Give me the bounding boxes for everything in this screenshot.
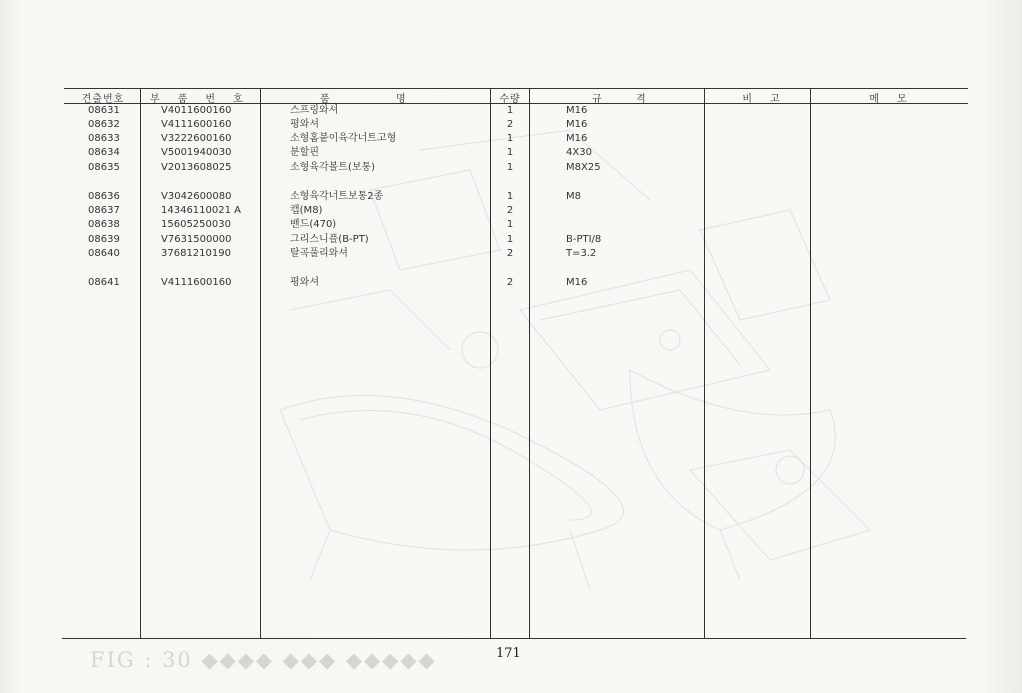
table-row (0, 247, 1022, 261)
quantity-cell: 1 (506, 147, 514, 158)
header-remarks: 비고 (742, 94, 798, 105)
quantity-cell: 1 (506, 105, 514, 116)
table-row (0, 218, 1022, 232)
spec-cell: M16 (566, 133, 588, 144)
spec-cell: T=3.2 (566, 248, 597, 259)
part-no-cell: 15605250030 (161, 219, 231, 230)
header-spec-2: 격 (636, 94, 647, 105)
table-row (0, 190, 1022, 204)
index-no-cell: 08631 (88, 105, 120, 116)
quantity-cell: 1 (506, 191, 514, 202)
index-no-cell: 08634 (88, 147, 120, 158)
part-name-cell: 소형홈붙이육각너트고형 (290, 133, 397, 144)
table-row (0, 146, 1022, 160)
part-no-cell: V4111600160 (161, 277, 232, 288)
part-name-cell: 분할핀 (290, 147, 319, 158)
part-no-cell: 14346110021 A (161, 205, 242, 216)
quantity-cell: 1 (506, 219, 514, 230)
quantity-cell: 1 (506, 162, 514, 173)
header-part-name-1: 품 (320, 94, 331, 105)
table-top-rule (64, 88, 968, 89)
spec-cell: M8 (566, 191, 581, 202)
index-no-cell: 08638 (88, 219, 120, 230)
bleed-through-drawing (270, 110, 890, 630)
table-row (0, 118, 1022, 132)
part-no-cell: V4011600160 (161, 105, 232, 116)
index-no-cell: 08641 (88, 277, 120, 288)
header-part-name-2: 명 (396, 94, 407, 105)
header-spec (530, 90, 704, 104)
page-number: 171 (496, 646, 521, 661)
part-name-cell: 소형육각너트보통2종 (290, 191, 384, 202)
spec-cell: B-PTI/8 (566, 234, 602, 245)
index-no-cell: 08639 (88, 234, 120, 245)
index-no-cell: 08640 (88, 248, 120, 259)
table-row (0, 204, 1022, 218)
table-row (0, 276, 1022, 290)
table-bottom-rule (62, 638, 966, 639)
table-row (0, 132, 1022, 146)
spec-cell: M16 (566, 119, 588, 130)
header-memo: 메모 (869, 94, 925, 105)
part-no-cell: V5001940030 (161, 147, 232, 158)
spec-cell: M16 (566, 277, 588, 288)
table-row (0, 233, 1022, 247)
part-name-cell: 소형육각볼트(보통) (290, 162, 376, 173)
part-name-cell: 평와셔 (290, 277, 319, 288)
index-no-cell: 08637 (88, 205, 120, 216)
part-name-cell: 탈곡풀리와셔 (290, 248, 348, 259)
part-no-cell: V3042600080 (161, 191, 232, 202)
bleed-through-footer: FIG : 30 ◆◆◆◆ ◆◆◆ ◆◆◆◆◆ (90, 648, 437, 672)
header-part-name (262, 90, 490, 104)
header-index-no: 견출번호 (81, 94, 125, 105)
quantity-cell: 2 (506, 277, 514, 288)
part-name-cell: 밴드(470) (290, 219, 337, 230)
part-no-cell: 37681210190 (161, 248, 231, 259)
quantity-cell: 2 (506, 248, 514, 259)
table-row (0, 161, 1022, 175)
quantity-cell: 2 (506, 119, 514, 130)
part-no-cell: V2013608025 (161, 162, 232, 173)
part-name-cell: 그리스니플(B-PT) (290, 234, 369, 245)
header-spec-1: 규 (592, 94, 603, 105)
part-name-cell: 평와셔 (290, 119, 319, 130)
quantity-cell: 1 (506, 133, 514, 144)
index-no-cell: 08636 (88, 191, 120, 202)
index-no-cell: 08635 (88, 162, 120, 173)
part-no-cell: V7631500000 (161, 234, 232, 245)
quantity-cell: 1 (506, 234, 514, 245)
spec-cell: M8X25 (566, 162, 601, 173)
part-name-cell: 캡(M8) (290, 205, 323, 216)
header-part-no: 부품번호 (150, 94, 261, 105)
index-no-cell: 08633 (88, 133, 120, 144)
quantity-cell: 2 (506, 205, 514, 216)
index-no-cell: 08632 (88, 119, 120, 130)
part-name-cell: 스프링와셔 (290, 105, 339, 116)
part-no-cell: V4111600160 (161, 119, 232, 130)
header-quantity: 수량 (499, 94, 521, 105)
spec-cell: M16 (566, 105, 588, 116)
part-no-cell: V3222600160 (161, 133, 232, 144)
table-row (0, 104, 1022, 118)
spec-cell: 4X30 (566, 147, 592, 158)
